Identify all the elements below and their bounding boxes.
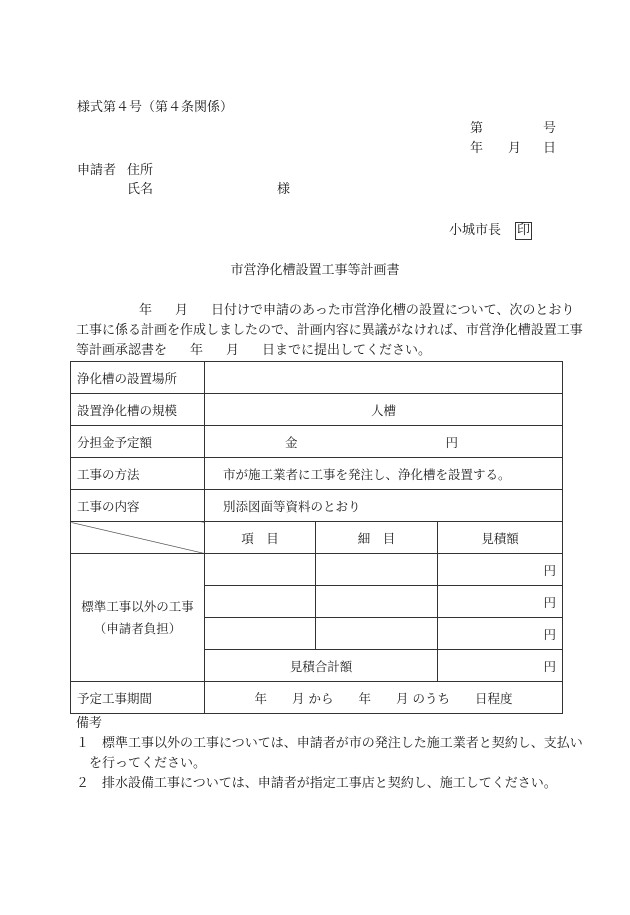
period-value: 年 月 から 年 月 のうち 日程度 (205, 682, 563, 714)
date-month: 月 (508, 141, 522, 156)
header-estimate: 見積額 (438, 522, 563, 554)
scale-value: 人槽 (205, 394, 563, 426)
applicant-sama: 様 (277, 182, 291, 197)
nonstandard-work-label: 標準工事以外の工事 （申請者負担） (71, 554, 205, 682)
body-line-3: 等計画承認書を 年 月 日までに提出してください。 (76, 343, 432, 358)
share-label: 分担金予定額 (71, 426, 205, 458)
body-line-1: 年 月 日付けで申請のあった市営浄化槽の設置について、次のとおり (139, 303, 575, 318)
table-row (71, 394, 563, 426)
method-value: 市が施工業者に工事を発注し、浄化槽を設置する。 (205, 458, 563, 490)
document-title: 市営浄化槽設置工事等計画書 (230, 263, 400, 278)
date-day: 日 (543, 141, 557, 156)
total-estimate-value: 円 (438, 650, 563, 682)
table-row (71, 490, 563, 522)
note-2: ２ 排水設備工事については、申請者が指定工事店と契約し、施工してください。 (76, 776, 557, 791)
date-year: 年 (470, 141, 484, 156)
detail-cell (316, 586, 438, 618)
detail-cell (316, 618, 438, 650)
header-detail: 細 目 (316, 522, 438, 554)
estimate-cell: 円 (438, 618, 563, 650)
notes-heading: 備考 (76, 716, 103, 731)
note-1-line-2: を行ってください。 (89, 756, 207, 771)
applicant-label: 申請者 (77, 163, 117, 178)
item-cell (205, 554, 316, 586)
table-row (71, 682, 563, 714)
content-label: 工事の内容 (71, 490, 205, 522)
content-value: 別添図面等資料のとおり (205, 490, 563, 522)
body-paragraph (76, 301, 583, 361)
location-value (205, 362, 563, 394)
table-row (71, 554, 563, 586)
share-value: 金 円 (205, 426, 563, 458)
mayor-label: 小城市長 (449, 223, 502, 238)
note-1-line-1: １ 標準工事以外の工事については、申請者が市の発注した施工業者と契約し、支払い (76, 736, 583, 751)
total-estimate-label: 見積合計額 (205, 650, 438, 682)
detail-cell (316, 554, 438, 586)
mayor-signature (449, 222, 532, 240)
header-item: 項 目 (205, 522, 316, 554)
estimate-cell: 円 (438, 554, 563, 586)
table-row (71, 426, 563, 458)
ref-go: 号 (543, 121, 557, 136)
form-number-label: 様式第４号（第４条関係） (77, 100, 234, 115)
ref-dai: 第 (470, 121, 484, 136)
location-label: 浄化槽の設置場所 (71, 362, 205, 394)
period-label: 予定工事期間 (71, 682, 205, 714)
applicant-address-label: 住所 (127, 163, 154, 178)
item-cell (205, 618, 316, 650)
table-row (71, 522, 563, 554)
plan-table (70, 361, 563, 714)
seal-mark: 印 (517, 223, 531, 238)
estimate-cell: 円 (438, 586, 563, 618)
item-cell (205, 586, 316, 618)
method-label: 工事の方法 (71, 458, 205, 490)
notes-section (76, 714, 583, 794)
scale-label: 設置浄化槽の規模 (71, 394, 205, 426)
diagonal-cell (71, 522, 205, 554)
table-row (71, 458, 563, 490)
table-row (71, 362, 563, 394)
applicant-name-label: 氏名 (127, 182, 154, 197)
body-line-2: 工事に係る計画を作成しましたので、計画内容に異議がなければ、市営浄化槽設置工事 (76, 323, 583, 338)
